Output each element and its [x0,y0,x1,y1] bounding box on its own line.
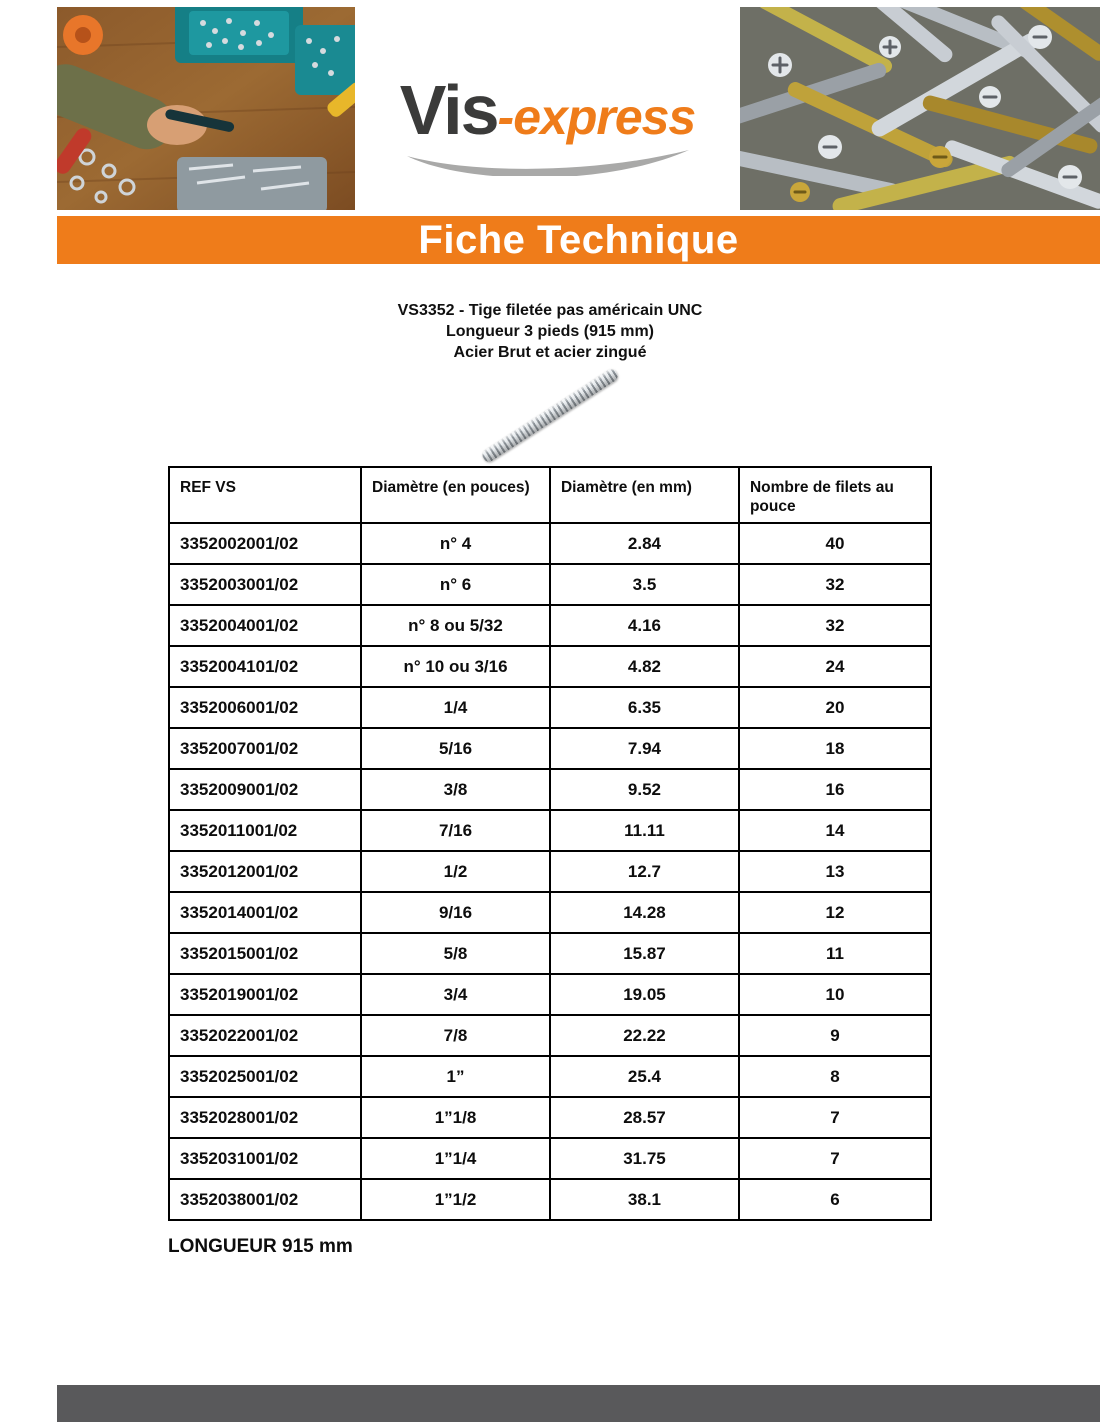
brand-name-suffix: -express [497,88,696,145]
diameter-mm-cell: 12.7 [550,851,739,892]
diameter-inches-cell: n° 10 ou 3/16 [361,646,550,687]
diameter-inches-cell: 3/4 [361,974,550,1015]
diameter-mm-cell: 2.84 [550,523,739,564]
diameter-inches-cell: 1” [361,1056,550,1097]
table-row [169,933,931,974]
ref-cell: 3352009001/02 [169,769,361,810]
table-row [169,769,931,810]
table-row [169,892,931,933]
column-header-3: Diamètre (en mm) [550,467,739,523]
threads-per-inch-cell: 40 [739,523,931,564]
column-header-4: Nombre de filets au pouce [739,467,931,523]
brand-logo [355,7,740,210]
table-row [169,687,931,728]
product-title-block [0,300,1100,363]
workbench-photo [57,7,355,210]
ref-cell: 3352028001/02 [169,1097,361,1138]
table-row [169,1056,931,1097]
ref-cell: 3352014001/02 [169,892,361,933]
threads-per-inch-cell: 6 [739,1179,931,1220]
ref-cell: 3352007001/02 [169,728,361,769]
diameter-mm-cell: 25.4 [550,1056,739,1097]
banner-title: Fiche Technique [418,217,739,262]
diameter-inches-cell: 5/16 [361,728,550,769]
diameter-inches-cell: 7/8 [361,1015,550,1056]
threads-per-inch-cell: 7 [739,1097,931,1138]
diameter-inches-cell: 9/16 [361,892,550,933]
product-title-line1: VS3352 - Tige filetée pas américain UNC [397,302,703,319]
screws-photo [740,7,1100,210]
diameter-mm-cell: 31.75 [550,1138,739,1179]
table-row [169,728,931,769]
diameter-mm-cell: 6.35 [550,687,739,728]
ref-cell: 3352015001/02 [169,933,361,974]
table-row [169,1015,931,1056]
threads-per-inch-cell: 11 [739,933,931,974]
table-row [169,1179,931,1220]
length-note: LONGUEUR 915 mm [168,1236,353,1257]
threads-per-inch-cell: 7 [739,1138,931,1179]
diameter-inches-cell: 1”1/4 [361,1138,550,1179]
table-row [169,1097,931,1138]
product-title-line3: Acier Brut et acier zingué [453,344,647,361]
diameter-mm-cell: 9.52 [550,769,739,810]
diameter-inches-cell: 3/8 [361,769,550,810]
table-row [169,810,931,851]
diameter-mm-cell: 4.82 [550,646,739,687]
column-header-2: Diamètre (en pouces) [361,467,550,523]
diameter-inches-cell: n° 8 ou 5/32 [361,605,550,646]
page-header [57,7,1100,210]
diameter-mm-cell: 22.22 [550,1015,739,1056]
spec-table [168,466,932,1221]
threaded-rod-art [480,367,620,464]
ref-cell: 3352011001/02 [169,810,361,851]
logo-swoosh-icon [403,148,693,176]
table-row [169,646,931,687]
diameter-inches-cell: n° 4 [361,523,550,564]
threads-per-inch-cell: 14 [739,810,931,851]
ref-cell: 3352038001/02 [169,1179,361,1220]
threads-per-inch-cell: 32 [739,605,931,646]
threaded-rod-image [0,368,1100,463]
ref-cell: 3352003001/02 [169,564,361,605]
ref-cell: 3352025001/02 [169,1056,361,1097]
ref-cell: 3352004101/02 [169,646,361,687]
diameter-mm-cell: 15.87 [550,933,739,974]
threads-per-inch-cell: 10 [739,974,931,1015]
threads-per-inch-cell: 18 [739,728,931,769]
diameter-mm-cell: 19.05 [550,974,739,1015]
ref-cell: 3352012001/02 [169,851,361,892]
column-header-1: REF VS [169,467,361,523]
threads-per-inch-cell: 20 [739,687,931,728]
screws-photo-art [740,7,1100,210]
diameter-inches-cell: 7/16 [361,810,550,851]
threads-per-inch-cell: 9 [739,1015,931,1056]
brand-logo-text [400,70,696,150]
diameter-mm-cell: 7.94 [550,728,739,769]
ref-cell: 3352022001/02 [169,1015,361,1056]
table-header-row [169,467,931,523]
diameter-inches-cell: 1”1/8 [361,1097,550,1138]
table-row [169,605,931,646]
fiche-technique-banner [57,216,1100,264]
table-row [169,974,931,1015]
diameter-mm-cell: 28.57 [550,1097,739,1138]
diameter-mm-cell: 4.16 [550,605,739,646]
brand-name-main: Vis [399,70,498,149]
ref-cell: 3352006001/02 [169,687,361,728]
footer-bar [57,1385,1100,1422]
diameter-inches-cell: 1/4 [361,687,550,728]
diameter-inches-cell: 5/8 [361,933,550,974]
threads-per-inch-cell: 24 [739,646,931,687]
spec-table-body [169,523,931,1220]
table-row [169,523,931,564]
diameter-mm-cell: 3.5 [550,564,739,605]
product-title-line2: Longueur 3 pieds (915 mm) [445,323,655,340]
diameter-mm-cell: 38.1 [550,1179,739,1220]
threads-per-inch-cell: 12 [739,892,931,933]
threads-per-inch-cell: 13 [739,851,931,892]
table-row [169,564,931,605]
diameter-inches-cell: 1/2 [361,851,550,892]
ref-cell: 3352004001/02 [169,605,361,646]
diameter-mm-cell: 14.28 [550,892,739,933]
diameter-inches-cell: 1”1/2 [361,1179,550,1220]
diameter-mm-cell: 11.11 [550,810,739,851]
threads-per-inch-cell: 8 [739,1056,931,1097]
threads-per-inch-cell: 32 [739,564,931,605]
table-row [169,851,931,892]
threads-per-inch-cell: 16 [739,769,931,810]
table-row [169,1138,931,1179]
ref-cell: 3352019001/02 [169,974,361,1015]
ref-cell: 3352002001/02 [169,523,361,564]
ref-cell: 3352031001/02 [169,1138,361,1179]
workbench-photo-art [57,7,355,210]
diameter-inches-cell: n° 6 [361,564,550,605]
